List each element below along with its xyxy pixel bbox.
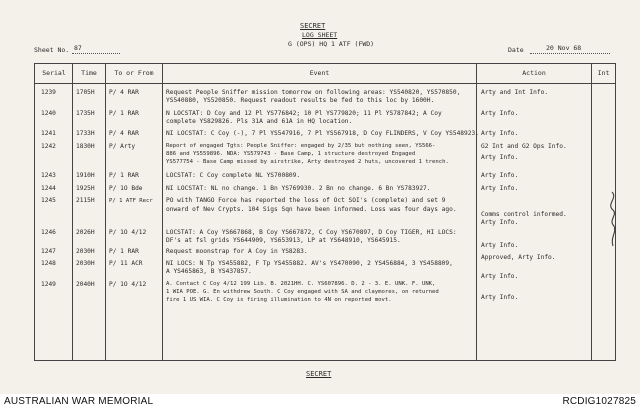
row-to-or-from: P/ 1O Bde [109, 185, 143, 192]
row-to-or-from: P/ 1 RAR [109, 248, 139, 255]
row-time: 1925H [76, 185, 95, 192]
row-serial: 1246 [41, 229, 56, 236]
row-action: Arty Info. [481, 219, 519, 226]
date-underline [530, 53, 610, 54]
row-event-line: PO with TANGO Force has reported the loss of Oct SOI's (complete) and set 9 [166, 197, 446, 204]
row-event-line: LOCSTAT: C Coy complete NL YS700809. [166, 172, 301, 179]
row-time: 1910H [76, 172, 95, 179]
row-to-or-from: P/ 1 RAR [109, 172, 139, 179]
row-action: Arty Info. [481, 172, 519, 179]
archive-name: AUSTRALIAN WAR MEMORIAL [4, 396, 154, 407]
row-action: Arty Info. [481, 185, 519, 192]
row-to-or-from: P/ 4 RAR [109, 89, 139, 96]
log-sheet-title: LOG SHEET [302, 31, 338, 39]
column-header-event: Event [309, 69, 330, 77]
row-event-line: NI LOCSTAT: C Coy (-), 7 Pl YS547916, 7 Pl YS567918, D Coy FLINDERS, V Coy YS548923. [166, 130, 479, 137]
row-time: 1705H [76, 89, 95, 96]
row-to-or-from: P/ 1 ATF Recr [109, 198, 153, 204]
archive-caption-bar [0, 394, 640, 410]
row-event-line: YS577754 - Base Camp missed by airstrike, Arty destroyed 2 huts, uncovered 1 trench. [166, 159, 449, 165]
row-event-line: A. Contact C Coy 4/12 199 Lib. B. 2021HH. C. YS607896. D. 2 - 3. E. UNK. F. UNK, [166, 281, 436, 287]
row-serial: 1249 [41, 281, 56, 288]
row-action: Approved, Arty Info. [481, 254, 556, 261]
header-separator [35, 83, 615, 84]
row-serial: 1243 [41, 172, 56, 179]
row-action: G2 Int and G2 Ops Info. [481, 143, 567, 150]
row-to-or-from: P/ 1O 4/12 [109, 229, 147, 236]
row-event-line: 1 WIA POE. G. En withdrew South. C Coy engaged with SA and claymores, on returned [166, 289, 439, 295]
row-to-or-from: P/ 11 ACR [109, 260, 143, 267]
column-divider [162, 64, 163, 360]
row-to-or-from: P/ 1O 4/12 [109, 281, 147, 288]
row-time: 1830H [76, 143, 95, 150]
row-serial: 1245 [41, 197, 56, 204]
unit-designation: G (OPS) HQ 1 ATF (FWD) [288, 40, 375, 48]
row-serial: 1242 [41, 143, 56, 150]
row-to-or-from: P/ 4 RAR [109, 130, 139, 137]
date-label: Date [508, 46, 524, 54]
column-divider [72, 64, 73, 360]
row-action: Arty Info. [481, 273, 519, 280]
column-header-action: Action [522, 69, 546, 77]
row-serial: 1241 [41, 130, 56, 137]
sheet-number-label: Sheet No. [34, 46, 70, 54]
row-event-line: N LOCSTAT: D Coy and 12 Pl YS776842; 10 Pl YS779820; 11 Pl YS787842; A Coy [166, 110, 442, 117]
row-event-line: LOCSTAT: A Coy YS667868, B Coy YS667872, C Coy YS670897, D Coy TIGER, HI LOCS: [166, 229, 457, 236]
row-to-or-from: P/ 1 RAR [109, 110, 139, 117]
row-time: 1735H [76, 110, 95, 117]
column-divider [105, 64, 106, 360]
sheet-number-underline [72, 53, 120, 54]
row-action: Arty Info. [481, 154, 519, 161]
row-time: 2115H [76, 197, 95, 204]
column-header-to-or-from: To or From [114, 69, 154, 77]
row-event-line: fire 1 US WIA. C Coy is firing illumination to 4N on reported movt. [166, 297, 392, 303]
row-action: Arty Info. [481, 110, 519, 117]
row-event-line: YS540880, YS520850. Request readout results be fed to this loc by 1600H. [166, 97, 435, 104]
handwritten-mark [604, 190, 620, 248]
row-time: 2030H [76, 260, 95, 267]
row-event-line: DF's at fsl grids YS644909, YS653913, LP at YS648910, YS645915. [166, 237, 401, 244]
row-serial: 1239 [41, 89, 56, 96]
row-action: Arty Info. [481, 242, 519, 249]
row-time: 2030H [76, 248, 95, 255]
archive-reference: RCDIG1027825 [562, 396, 636, 407]
row-action: Arty Info. [481, 294, 519, 301]
row-serial: 1248 [41, 260, 56, 267]
row-action: Comms control informed. [481, 211, 567, 218]
column-header-int: Int [597, 69, 610, 77]
sheet-number-value: 87 [74, 44, 82, 52]
row-time: 2026H [76, 229, 95, 236]
row-event-line: complete YS829826. Pls 31A and 61A in HQ location. [166, 118, 353, 125]
date-value: 20 Nov 68 [546, 44, 582, 52]
log-table [34, 63, 616, 361]
row-serial: 1247 [41, 248, 56, 255]
row-serial: 1244 [41, 185, 56, 192]
classification-header: SECRET [300, 22, 326, 30]
row-event-line: 886 and YS559896. NDA: YS579743 - Base Camp, 1 structure destroyed Engaged [166, 151, 416, 157]
row-event-line: onward of Nev Crypts. 104 Sigs Sqn have been informed. Loss was four days ago. [166, 206, 457, 213]
column-header-serial: Serial [42, 69, 66, 77]
column-header-time: Time [81, 69, 97, 77]
row-event-line: Request moonstrap for A Coy in YS8283. [166, 248, 308, 255]
column-divider [591, 64, 592, 360]
row-time: 2040H [76, 281, 95, 288]
row-event-line: A YS465863, B YS437857. [166, 268, 252, 275]
row-action: Arty Info. [481, 130, 519, 137]
row-event-line: NI LOCSTAT: NL no change. 1 Bn YS769930. 2 Bn no change. 6 Bn YS783927. [166, 185, 431, 192]
row-time: 1733H [76, 130, 95, 137]
row-to-or-from: P/ Arty [109, 143, 136, 150]
row-event-line: NI LOCS: N Tp YS455882, F Tp YS455882. AV's YS470090, 2 YS456884, 3 YS458809, [166, 260, 453, 267]
row-action: Arty and Int Info. [481, 89, 549, 96]
column-divider [476, 64, 477, 360]
row-event-line: Request People Sniffer mission tomorrow on following areas: YS540820, YS570850, [166, 89, 461, 96]
row-event-line: Report of engaged Tgts: People Sniffer: engaged by 2/35 but nothing seen, YS566- [166, 143, 436, 149]
classification-footer: SECRET [306, 370, 332, 378]
row-serial: 1240 [41, 110, 56, 117]
